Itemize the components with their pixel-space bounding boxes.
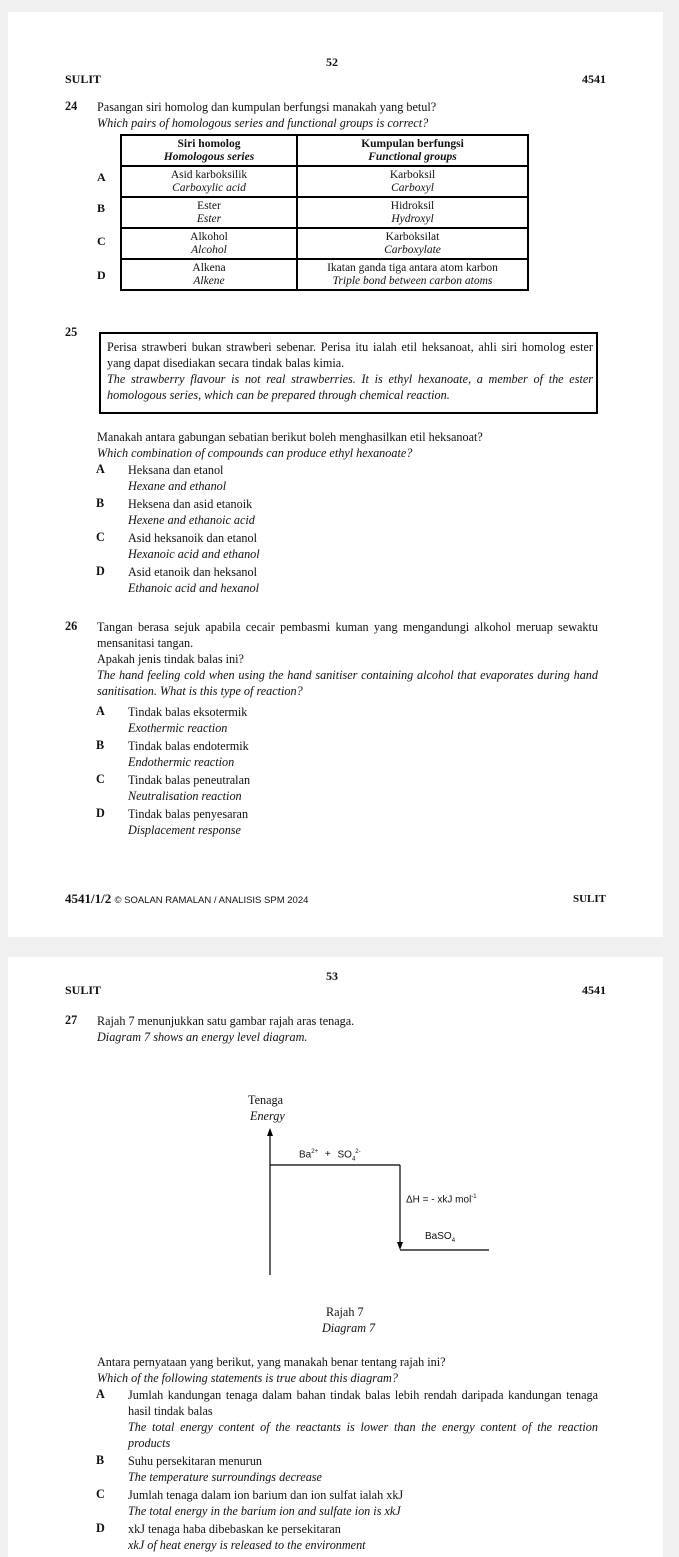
energy-level-diagram	[208, 1092, 528, 1342]
reactants-label: $Ba^{2+} + SO_4^{2-}$	[299, 1149, 361, 1163]
table-header-series: Siri homolog Homologous series	[121, 135, 297, 166]
question-number-24: 24	[65, 99, 78, 113]
question-number-26: 26	[65, 619, 78, 633]
q26-option-b[interactable]: Tindak balas endotermik Endothermic reaction	[128, 739, 249, 769]
q25-box-en: The strawberry flavour is not real strawberries. It is ethyl hexanoate, a member of the ester homologous series, which can be prepared through chemical reaction.	[107, 372, 593, 402]
q24-option-label-d[interactable]: D	[97, 268, 106, 282]
q25-option-a-label[interactable]: A	[96, 462, 105, 476]
diagram-caption-en: Diagram 7	[322, 1321, 376, 1335]
q25-option-c-label[interactable]: C	[96, 530, 105, 544]
table-row: Asid karboksilik Carboxylic acid Karboksil Carboxyl	[121, 166, 528, 197]
header-code: 4541	[582, 72, 606, 86]
header-sulit: SULIT	[65, 983, 102, 997]
q25-option-c[interactable]: Asid heksanoik dan etanol Hexanoic acid and ethanol	[128, 531, 260, 561]
q24-option-label-c[interactable]: C	[97, 234, 106, 248]
q24-option-label-a[interactable]: A	[97, 170, 106, 184]
q27-prompt-en: Which of the following statements is true about this diagram?	[97, 1371, 398, 1385]
q25-question-ms: Manakah antara gabungan sebatian berikut boleh menghasilkan etil heksanoat?	[97, 430, 483, 444]
product-label: BaSO$_4$	[425, 1231, 456, 1244]
q27-option-a[interactable]: Jumlah kandungan tenaga dalam bahan tindak balas lebih rendah daripada kandungan tenaga hasil tindak balas The total energy content of the reactants is lower than the energy content of the reaction products	[128, 1388, 598, 1450]
q27-option-c-label[interactable]: C	[96, 1487, 105, 1501]
q25-option-b-label[interactable]: B	[96, 496, 105, 510]
question-number-25: 25	[65, 325, 78, 339]
q24-question-en: Which pairs of homologous series and functional groups is correct?	[97, 116, 429, 130]
header-sulit: SULIT	[65, 72, 102, 86]
table-row: Alkena Alkene Ikatan ganda tiga antara atom karbon Triple bond between carbon atoms	[121, 259, 528, 290]
q26-question-en: The hand feeling cold when using the hand sanitiser containing alcohol that evaporates during hand sanitisation. What is this type of reaction?	[97, 668, 598, 698]
footer-copyright: © SOALAN RAMALAN / ANALISIS SPM 2024	[114, 895, 309, 906]
q24-table	[120, 134, 529, 291]
q25-stimulus-box	[99, 332, 598, 414]
energy-axes	[208, 1092, 528, 1342]
q24-question-ms: Pasangan siri homolog dan kumpulan berfungsi manakah yang betul?	[97, 100, 437, 114]
q27-option-b[interactable]: Suhu persekitaran menurun The temperature surroundings decrease	[128, 1454, 322, 1484]
q27-prompt-ms: Antara pernyataan yang berikut, yang manakah benar tentang rajah ini?	[97, 1355, 446, 1369]
q26-question2-ms: Apakah jenis tindak balas ini?	[97, 652, 244, 666]
q25-option-d[interactable]: Asid etanoik dan heksanol Ethanoic acid and hexanol	[128, 565, 259, 595]
q26-question-ms: Tangan berasa sejuk apabila cecair pembasmi kuman yang mengandungi alkohol meruap sewaktu mensanitasi tangan.	[97, 620, 598, 650]
q26-option-d[interactable]: Tindak balas penyesaran Displacement response	[128, 807, 249, 837]
table-row: Alkohol Alcohol Karboksilat Carboxylate	[121, 228, 528, 259]
q25-question-en: Which combination of compounds can produce ethyl hexanoate?	[97, 446, 413, 460]
diagram-caption-ms: Rajah 7	[326, 1305, 364, 1319]
footer-code: 4541/1/2 © SOALAN RAMALAN / ANALISIS SPM 2024	[65, 891, 309, 906]
q26-option-c[interactable]: Tindak balas peneutralan Neutralisation reaction	[128, 773, 251, 803]
q25-option-d-label[interactable]: D	[96, 564, 105, 578]
question-number-27: 27	[65, 1013, 78, 1027]
q25-option-b[interactable]: Heksena dan asid etanoik Hexene and ethanoic acid	[128, 497, 255, 527]
table-header-row	[121, 135, 528, 166]
page-number: 52	[326, 55, 338, 69]
q27-option-c[interactable]: Jumlah tenaga dalam ion barium dan ion sulfat ialah xkJ The total energy in the barium ion and sulfate ion is xkJ	[128, 1488, 404, 1518]
q25-option-a[interactable]: Heksana dan etanol Hexane and ethanol	[128, 463, 227, 493]
exam-page-52	[8, 12, 663, 937]
q26-option-c-label[interactable]: C	[96, 772, 105, 786]
q27-option-d[interactable]: xkJ tenaga haba dibebaskan ke persekitaran xkJ of heat energy is released to the environment	[128, 1522, 366, 1552]
q26-option-a[interactable]: Tindak balas eksotermik Exothermic reaction	[128, 705, 248, 735]
q24-option-label-b[interactable]: B	[97, 201, 106, 215]
q26-option-b-label[interactable]: B	[96, 738, 105, 752]
q26-option-d-label[interactable]: D	[96, 806, 105, 820]
exam-page-53	[8, 957, 663, 1557]
header-code: 4541	[582, 983, 606, 997]
enthalpy-change-label: ΔH = - xkJ mol$^{-1}$	[406, 1194, 477, 1206]
q26-option-a-label[interactable]: A	[96, 704, 105, 718]
energy-axis-label-ms: Tenaga	[248, 1093, 284, 1107]
footer-sulit: SULIT	[572, 893, 606, 905]
q27-question-ms: Rajah 7 menunjukkan satu gambar rajah aras tenaga.	[97, 1014, 355, 1028]
q25-box-ms: Perisa strawberi bukan strawberi sebenar. Perisa itu ialah etil heksanoat, ahli siri homolog ester yang dapat disediakan secara tindak balas kimia.	[107, 340, 593, 370]
energy-axis-label-en: Energy	[250, 1109, 285, 1123]
q27-option-a-label[interactable]: A	[96, 1387, 105, 1401]
page-number: 53	[326, 969, 338, 983]
q27-question-en: Diagram 7 shows an energy level diagram.	[97, 1030, 308, 1044]
q27-option-b-label[interactable]: B	[96, 1453, 105, 1467]
q27-option-d-label[interactable]: D	[96, 1521, 105, 1535]
table-row: Ester Ester Hidroksil Hydroxyl	[121, 197, 528, 228]
table-header-group: Kumpulan berfungsi Functional groups	[297, 135, 528, 166]
